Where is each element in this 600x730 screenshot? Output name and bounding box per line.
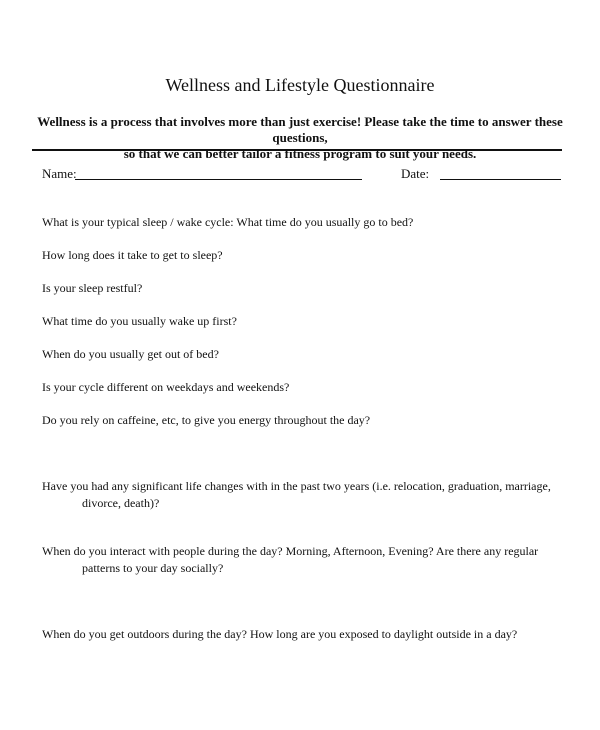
- question-text: When do you usually get out of bed?: [42, 347, 219, 361]
- question-text: What is your typical sleep / wake cycle: What time do you usually go to bed?: [42, 215, 414, 229]
- intro-paragraph: [30, 114, 570, 162]
- question-text: What time do you usually wake up first?: [42, 314, 237, 328]
- question-wake-time: [42, 313, 562, 330]
- name-label: Name:: [42, 166, 77, 181]
- question-sleep-wake-cycle: [42, 214, 562, 231]
- question-cycle-weekdays-weekends: [42, 379, 562, 396]
- question-text: Do you rely on caffeine, etc, to give you energy throughout the day?: [42, 413, 371, 427]
- question-sleep-restful: [42, 280, 562, 297]
- question-text: When do you interact with people during the day? Morning, Afternoon, Evening? Are there any regular: [42, 544, 539, 558]
- header-divider: [32, 149, 562, 151]
- question-text: Is your sleep restful?: [42, 281, 143, 295]
- question-text-continued: patterns to your day socially?: [82, 561, 224, 575]
- intro-line-1: Wellness is a process that involves more than just exercise! Please take the time to answer these questions,: [37, 114, 563, 145]
- question-text: Is your cycle different on weekdays and weekends?: [42, 380, 290, 394]
- question-text: Have you had any significant life changes with in the past two years (i.e. relocation, graduation, marriage,: [42, 479, 551, 493]
- question-social-interaction: [42, 543, 562, 577]
- date-field-line[interactable]: [440, 179, 561, 180]
- document-title: Wellness and Lifestyle Questionnaire: [165, 75, 435, 95]
- question-caffeine: [42, 412, 562, 429]
- question-time-to-sleep: [42, 247, 562, 264]
- question-text: When do you get outdoors during the day? How long are you exposed to daylight outside in a day?: [42, 627, 518, 641]
- question-outdoors: [42, 626, 562, 643]
- question-out-of-bed: [42, 346, 562, 363]
- name-field-line[interactable]: [75, 179, 362, 180]
- date-label: Date:: [401, 166, 430, 181]
- intro-line-2: so that we can better tailor a fitness program to suit your needs.: [123, 146, 477, 161]
- question-text-continued: divorce, death)?: [82, 496, 160, 510]
- question-text: How long does it take to get to sleep?: [42, 248, 223, 262]
- question-life-changes: [42, 478, 562, 512]
